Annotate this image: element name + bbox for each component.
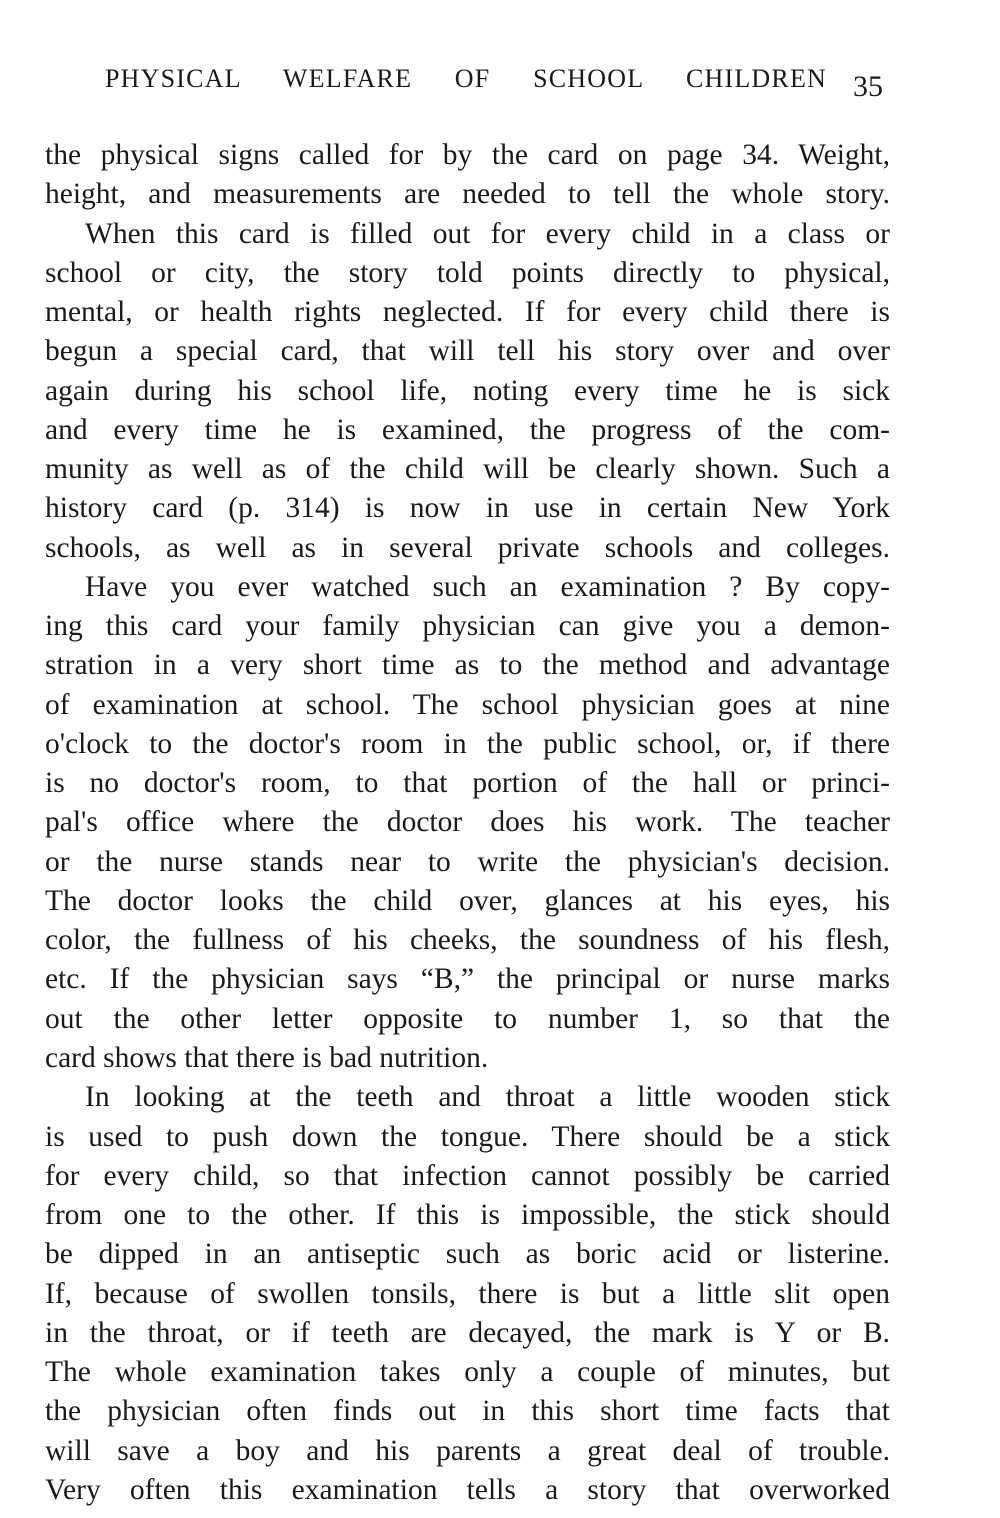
text-line: If, because of swollen tonsils, there is but a little slit open [45, 1277, 890, 1310]
text-line: height, and measurements are needed to tell the whole story. [45, 178, 890, 211]
text-line: in the throat, or if teeth are decayed, the mark is Y or B. [45, 1316, 890, 1349]
text-line: history card (p. 314) is now in use in certain New York [45, 492, 890, 525]
text-line: school or city, the story told points directly to physical, [45, 256, 890, 289]
text-line: from one to the other. If this is impossible, the stick should [45, 1199, 890, 1232]
text-line: out the other letter opposite to number 1, so that the [45, 1002, 890, 1035]
text-line: munity as well as of the child will be clearly shown. Such a [45, 453, 890, 486]
text-line: pal's office where the doctor does his work. The teacher [45, 806, 890, 839]
page-number: 35 [853, 70, 883, 103]
text-line: or the nurse stands near to write the physician's decision. [45, 845, 890, 878]
text-line: The whole examination takes only a couple of minutes, but [45, 1356, 890, 1389]
text-line: of examination at school. The school physician goes at nine [45, 688, 890, 721]
text-line: and every time he is examined, the progress of the com- [45, 413, 890, 446]
text-line: is used to push down the tongue. There should be a stick [45, 1120, 890, 1153]
text-line: for every child, so that infection cannot possibly be carried [45, 1159, 890, 1192]
text-line: mental, or health rights neglected. If for every child there is [45, 296, 890, 329]
text-line: etc. If the physician says “B,” the principal or nurse marks [45, 963, 890, 996]
text-line: Have you ever watched such an examination ? By copy- [85, 570, 890, 603]
text-line: the physician often finds out in this short time facts that [45, 1395, 890, 1428]
text-line: When this card is filled out for every child in a class or [85, 217, 890, 250]
text-line: the physical signs called for by the card on page 34. Weight, [45, 139, 890, 171]
text-line: color, the fullness of his cheeks, the soundness of his flesh, [45, 924, 890, 957]
text-line: stration in a very short time as to the method and advantage [45, 649, 890, 682]
text-line: is no doctor's room, to that portion of the hall or princi- [45, 767, 890, 800]
text-line: will save a boy and his parents a great deal of trouble. [45, 1434, 890, 1467]
text-line: schools, as well as in several private schools and colleges. [45, 531, 890, 564]
text-line: card shows that there is bad nutrition. [45, 1041, 489, 1074]
text-line: In looking at the teeth and throat a little wooden stick [85, 1081, 890, 1114]
text-line: begun a special card, that will tell his story over and over [45, 335, 890, 368]
running-head: PHYSICAL WELFARE OF SCHOOL CHILDREN [105, 64, 827, 93]
text-line: ing this card your family physician can give you a demon- [45, 610, 890, 643]
text-line: be dipped in an antiseptic such as boric acid or listerine. [45, 1238, 890, 1271]
text-line: again during his school life, noting every time he is sick [45, 374, 890, 407]
text-line: Very often this examination tells a story that overworked [45, 1473, 890, 1506]
text-line: o'clock to the doctor's room in the public school, or, if there [45, 727, 890, 760]
text-line: The doctor looks the child over, glances at his eyes, his [45, 884, 890, 917]
